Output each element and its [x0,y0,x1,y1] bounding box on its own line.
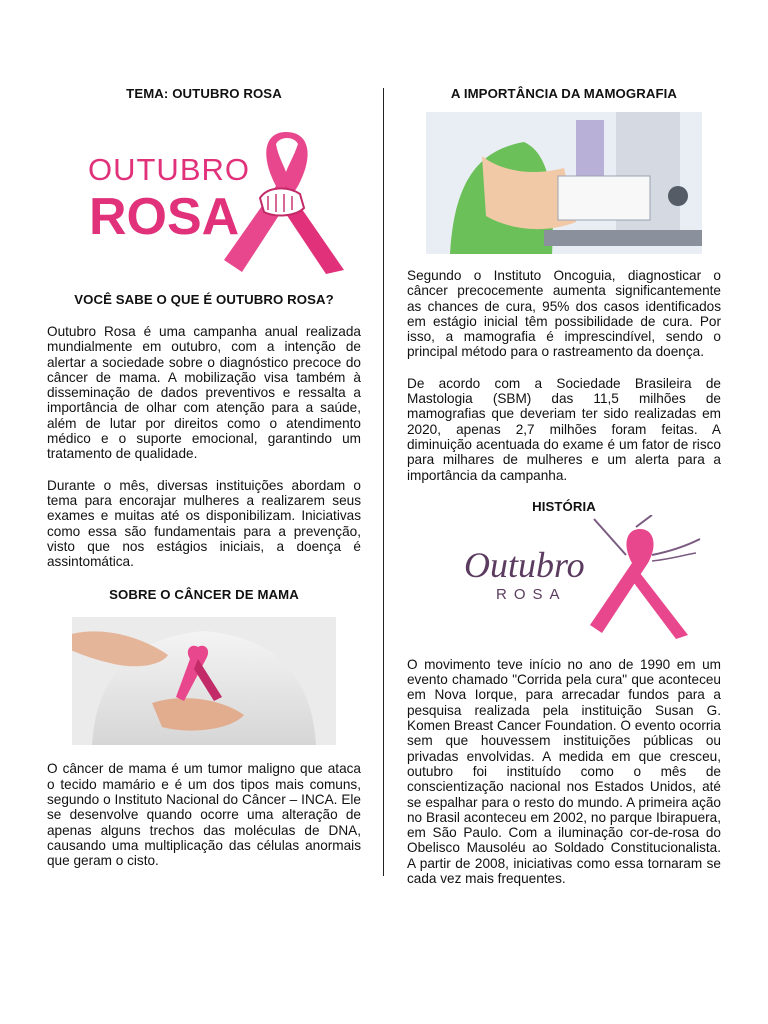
heading-breast-cancer: SOBRE O CÂNCER DE MAMA [109,587,299,603]
paragraph-sbm: De acordo com a Sociedade Brasileira de Mastologia (SBM) das 11,5 milhões de mamografias que deveriam ter sido realizadas em 2020, apenas 2,7 milhões foram feitas. A diminuição acentuada do exame é um fator de risco para milhares de mulheres e um alerta para a importância da campanha. [407,375,721,483]
logo2-line2: ROSA [496,585,567,603]
pink-ribbon-figure-icon [426,515,702,643]
outubro-rosa-logo [64,122,344,274]
outubro-rosa-logo-history [426,515,702,643]
column-divider [383,88,384,876]
mammography-exam-illustration [426,112,702,254]
woman-with-pink-ribbon-photo [72,617,336,745]
paragraph-cancer-definition: O câncer de mama é um tumor maligno que ataca o tecido mamário e é um dos tipos mais comuns, segundo o Instituto Nacional do Câncer – INCA. Ele se desenvolve quando ocorre uma alteração de apenas alguns trechos das moléculas de DNA, causando uma multiplicação das células anormais que geram o cisto. [47,761,361,869]
heading-what-is: VOCÊ SABE O QUE É OUTUBRO ROSA? [74,292,334,307]
pink-ribbon-with-fist-icon [64,122,344,274]
logo-line1: OUTUBRO [88,152,250,187]
logo2-line1: Outubro [464,544,585,585]
heading-mammography: A IMPORTÂNCIA DA MAMOGRAFIA [450,86,678,101]
paragraph-definition: Outubro Rosa é uma campanha anual realizada mundialmente em outubro, com a intenção de alertar a sociedade sobre o diagnóstico precoce do câncer de mama. A mobilização visa também à disseminação de dados preventivos e ressalta a importância de olhar com atenção para a saúde, além de lutar por direitos como o atendimento médico e o suporte emocional, garantindo um tratamento de qualidade. [47,324,361,462]
paragraph-institutions: Durante o mês, diversas instituições abordam o tema para encorajar mulheres a realizarem seus exames e muitas até os disponibilizam. Iniciativas como essa são fundamentais para a prevenção, visto que nos estágios iniciais, a doença é assintomática. [47,477,361,570]
logo-line2: ROSA [89,188,240,246]
page-title: TEMA: OUTUBRO ROSA [126,86,282,101]
paragraph-history: O movimento teve início no ano de 1990 em um evento chamado "Corrida pela cura" que aconteceu em Nova Iorque, para arrecadar fundos para a pesquisa realizada pela instituição Susan G. Komen Breast Cancer Foundation. O evento ocorria sem que houvessem instituições públicas ou privadas envolvidas. A medida em que cresceu, outubro foi instituído como o mês de conscientização nacional nos Estados Unidos, até se espalhar para o resto do mundo. A primeira ação no Brasil aconteceu em 2002, no parque Ibirapuera, em São Paulo. Com a iluminação cor-de-rosa do Obelisco Mausoléu ao Soldado Constitucionalista. A partir de 2008, iniciativas como essa tornaram se cada vez mais frequentes. [407,656,721,887]
heading-history: HISTÓRIA [532,498,596,514]
paragraph-oncoguia: Segundo o Instituto Oncoguia, diagnosticar o câncer precocemente aumenta significantemente as chances de cura, 95% dos casos identificados em estágio inicial têm possibilidade de cura. Por isso, a mamografia é imprescindível, sendo o principal método para o rastreamento da doença. [407,268,721,360]
left-column [47,86,361,869]
right-column [407,86,721,886]
